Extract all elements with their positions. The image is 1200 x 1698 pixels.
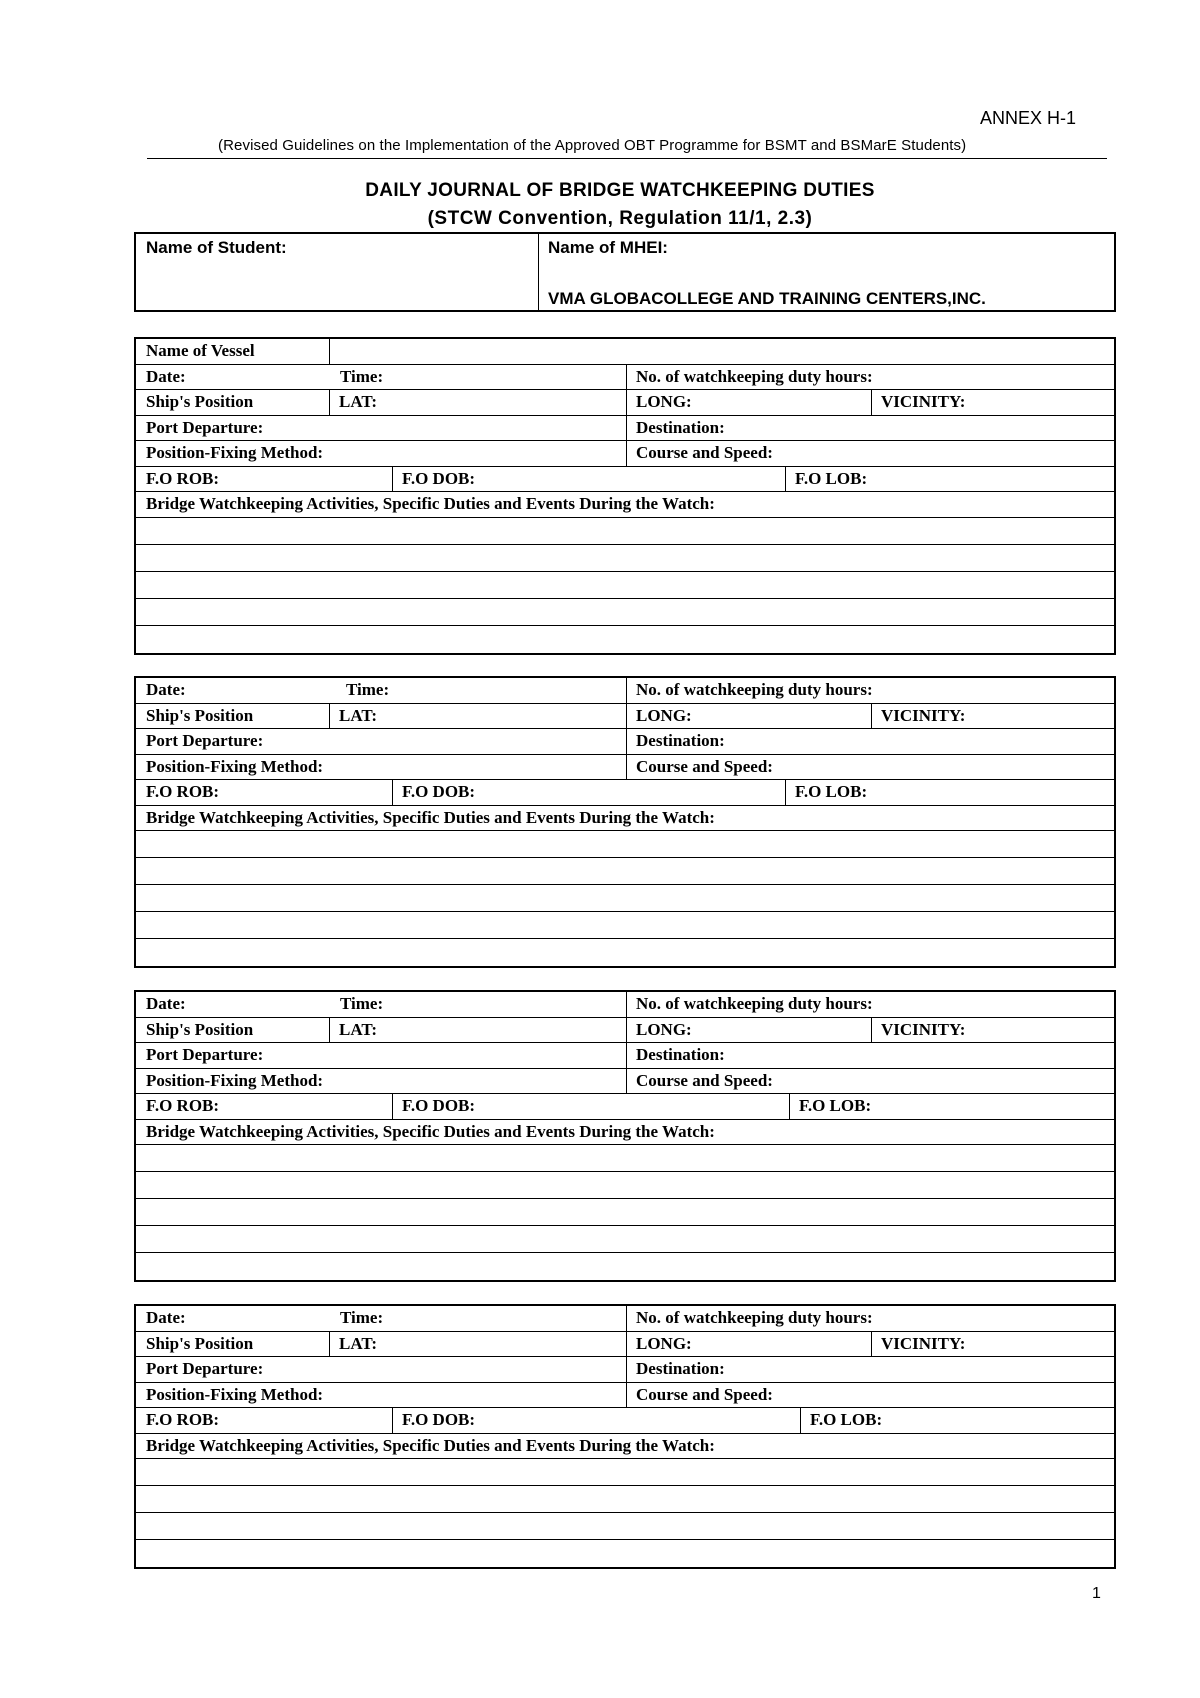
activity-line [136,1513,1114,1540]
guidelines-subtitle: (Revised Guidelines on the Implementation of the Approved OBT Programme for BSMT and BSMarE Students) [218,137,967,154]
date-row [136,678,1114,704]
fo-lob-label: F.O LOB: [795,782,868,801]
date-label: Date: [146,994,186,1013]
time-label: Time: [340,366,384,386]
fixing-method-label: Position-Fixing Method: [146,1384,324,1404]
fixing-method-label: Position-Fixing Method: [146,756,324,776]
student-name-label: Name of Student: [146,238,287,257]
date-row [136,1306,1114,1332]
vicinity-label: VICINITY: [881,705,966,725]
hours-label: No. of watchkeeping duty hours: [636,1308,873,1327]
date-label: Date: [146,366,186,386]
port-departure-label: Port Departure: [146,731,264,750]
activity-line [136,1459,1114,1486]
fo-lob-label: F.O LOB: [799,1096,872,1115]
date-label: Date: [146,680,186,699]
activity-line [136,518,1114,545]
long-label: LONG: [636,1333,692,1353]
fixing-row [136,441,1114,467]
port-departure-label: Port Departure: [146,1359,264,1378]
activity-line [136,939,1114,966]
lat-label: LAT: [339,1333,378,1353]
position-row [136,704,1114,730]
annex-label: ANNEX H-1 [980,108,1077,128]
watch-entry-4 [134,1304,1116,1569]
hours-label: No. of watchkeeping duty hours: [636,680,873,699]
hours-label: No. of watchkeeping duty hours: [636,994,873,1013]
destination-label: Destination: [636,1359,725,1378]
fo-dob-label: F.O DOB: [402,468,476,488]
position-row [136,1332,1114,1358]
activities-row [136,492,1114,518]
activity-line [136,885,1114,912]
fixing-row [136,755,1114,781]
course-speed-label: Course and Speed: [636,1384,773,1404]
activities-label: Bridge Watchkeeping Activities, Specific Duties and Events During the Watch: [146,1435,715,1455]
date-row [136,992,1114,1018]
fuel-row [136,780,1114,806]
fo-dob-label: F.O DOB: [402,1410,476,1429]
activities-label: Bridge Watchkeeping Activities, Specific Duties and Events During the Watch: [146,494,715,513]
fuel-row [136,1408,1114,1434]
activity-line [136,1486,1114,1513]
fuel-row [136,1094,1114,1120]
cell-divider [329,339,330,364]
ships-position-label: Ship's Position [146,1333,254,1353]
activities-row [136,1120,1114,1146]
long-label: LONG: [636,705,692,725]
activity-line [136,599,1114,626]
lat-label: LAT: [339,1019,378,1039]
activity-line [136,1540,1114,1567]
port-departure-label: Port Departure: [146,1045,264,1064]
destination-label: Destination: [636,731,725,750]
hours-label: No. of watchkeeping duty hours: [636,366,873,386]
fo-lob-label: F.O LOB: [810,1410,883,1429]
activity-line [136,1199,1114,1226]
activity-line [136,572,1114,599]
watch-entry-3 [134,990,1116,1282]
departure-row [136,416,1114,442]
time-label: Time: [346,680,390,699]
destination-label: Destination: [636,1045,725,1064]
activity-line [136,831,1114,858]
activity-line [136,912,1114,939]
date-row [136,365,1114,391]
activity-line [136,545,1114,572]
activity-line [136,626,1114,653]
date-label: Date: [146,1308,186,1327]
ships-position-label: Ship's Position [146,1019,254,1039]
student-info-box [134,232,1116,312]
header-rule [147,158,1107,159]
watch-entry-1 [134,337,1116,655]
fixing-method-label: Position-Fixing Method: [146,443,324,462]
fo-rob-label: F.O ROB: [146,782,220,801]
activities-row [136,806,1114,832]
document-subtitle: (STCW Convention, Regulation 11/1, 2.3) [427,208,813,229]
vicinity-label: VICINITY: [881,1333,966,1353]
fo-lob-label: F.O LOB: [795,468,868,488]
fixing-row [136,1069,1114,1095]
vessel-row [136,339,1114,365]
activities-label: Bridge Watchkeeping Activities, Specific Duties and Events During the Watch: [146,1121,715,1141]
lat-label: LAT: [339,392,378,411]
activities-row [136,1434,1114,1460]
page-number: 1 [1092,1585,1101,1602]
vessel-label: Name of Vessel [146,341,255,360]
fixing-method-label: Position-Fixing Method: [146,1070,324,1090]
activities-label: Bridge Watchkeeping Activities, Specific Duties and Events During the Watch: [146,807,715,827]
mhei-name-value: VMA GLOBACOLLEGE AND TRAINING CENTERS,INC. [548,289,986,308]
course-speed-label: Course and Speed: [636,443,773,462]
document-title: DAILY JOURNAL OF BRIDGE WATCHKEEPING DUTIES [365,180,875,201]
activity-line [136,1226,1114,1253]
fo-dob-label: F.O DOB: [402,1096,476,1115]
activity-line [136,858,1114,885]
position-row [136,390,1114,416]
time-label: Time: [340,1308,384,1327]
fuel-row [136,467,1114,493]
vicinity-label: VICINITY: [881,1019,966,1039]
fo-dob-label: F.O DOB: [402,782,476,801]
fo-rob-label: F.O ROB: [146,468,220,488]
vicinity-label: VICINITY: [881,392,966,411]
activity-line [136,1145,1114,1172]
long-label: LONG: [636,392,692,411]
position-row [136,1018,1114,1044]
destination-label: Destination: [636,417,725,437]
activity-line [136,1253,1114,1280]
time-label: Time: [340,994,384,1013]
activity-line [136,1172,1114,1199]
mhei-name-label: Name of MHEI: [548,238,668,257]
departure-row [136,1357,1114,1383]
ships-position-label: Ship's Position [146,392,254,411]
fixing-row [136,1383,1114,1409]
fo-rob-label: F.O ROB: [146,1096,220,1115]
course-speed-label: Course and Speed: [636,1070,773,1090]
departure-row [136,729,1114,755]
course-speed-label: Course and Speed: [636,756,773,776]
departure-row [136,1043,1114,1069]
ships-position-label: Ship's Position [146,705,254,725]
lat-label: LAT: [339,705,378,725]
student-box-divider [538,234,539,310]
long-label: LONG: [636,1019,692,1039]
port-departure-label: Port Departure: [146,417,264,437]
watch-entry-2 [134,676,1116,968]
fo-rob-label: F.O ROB: [146,1410,220,1429]
